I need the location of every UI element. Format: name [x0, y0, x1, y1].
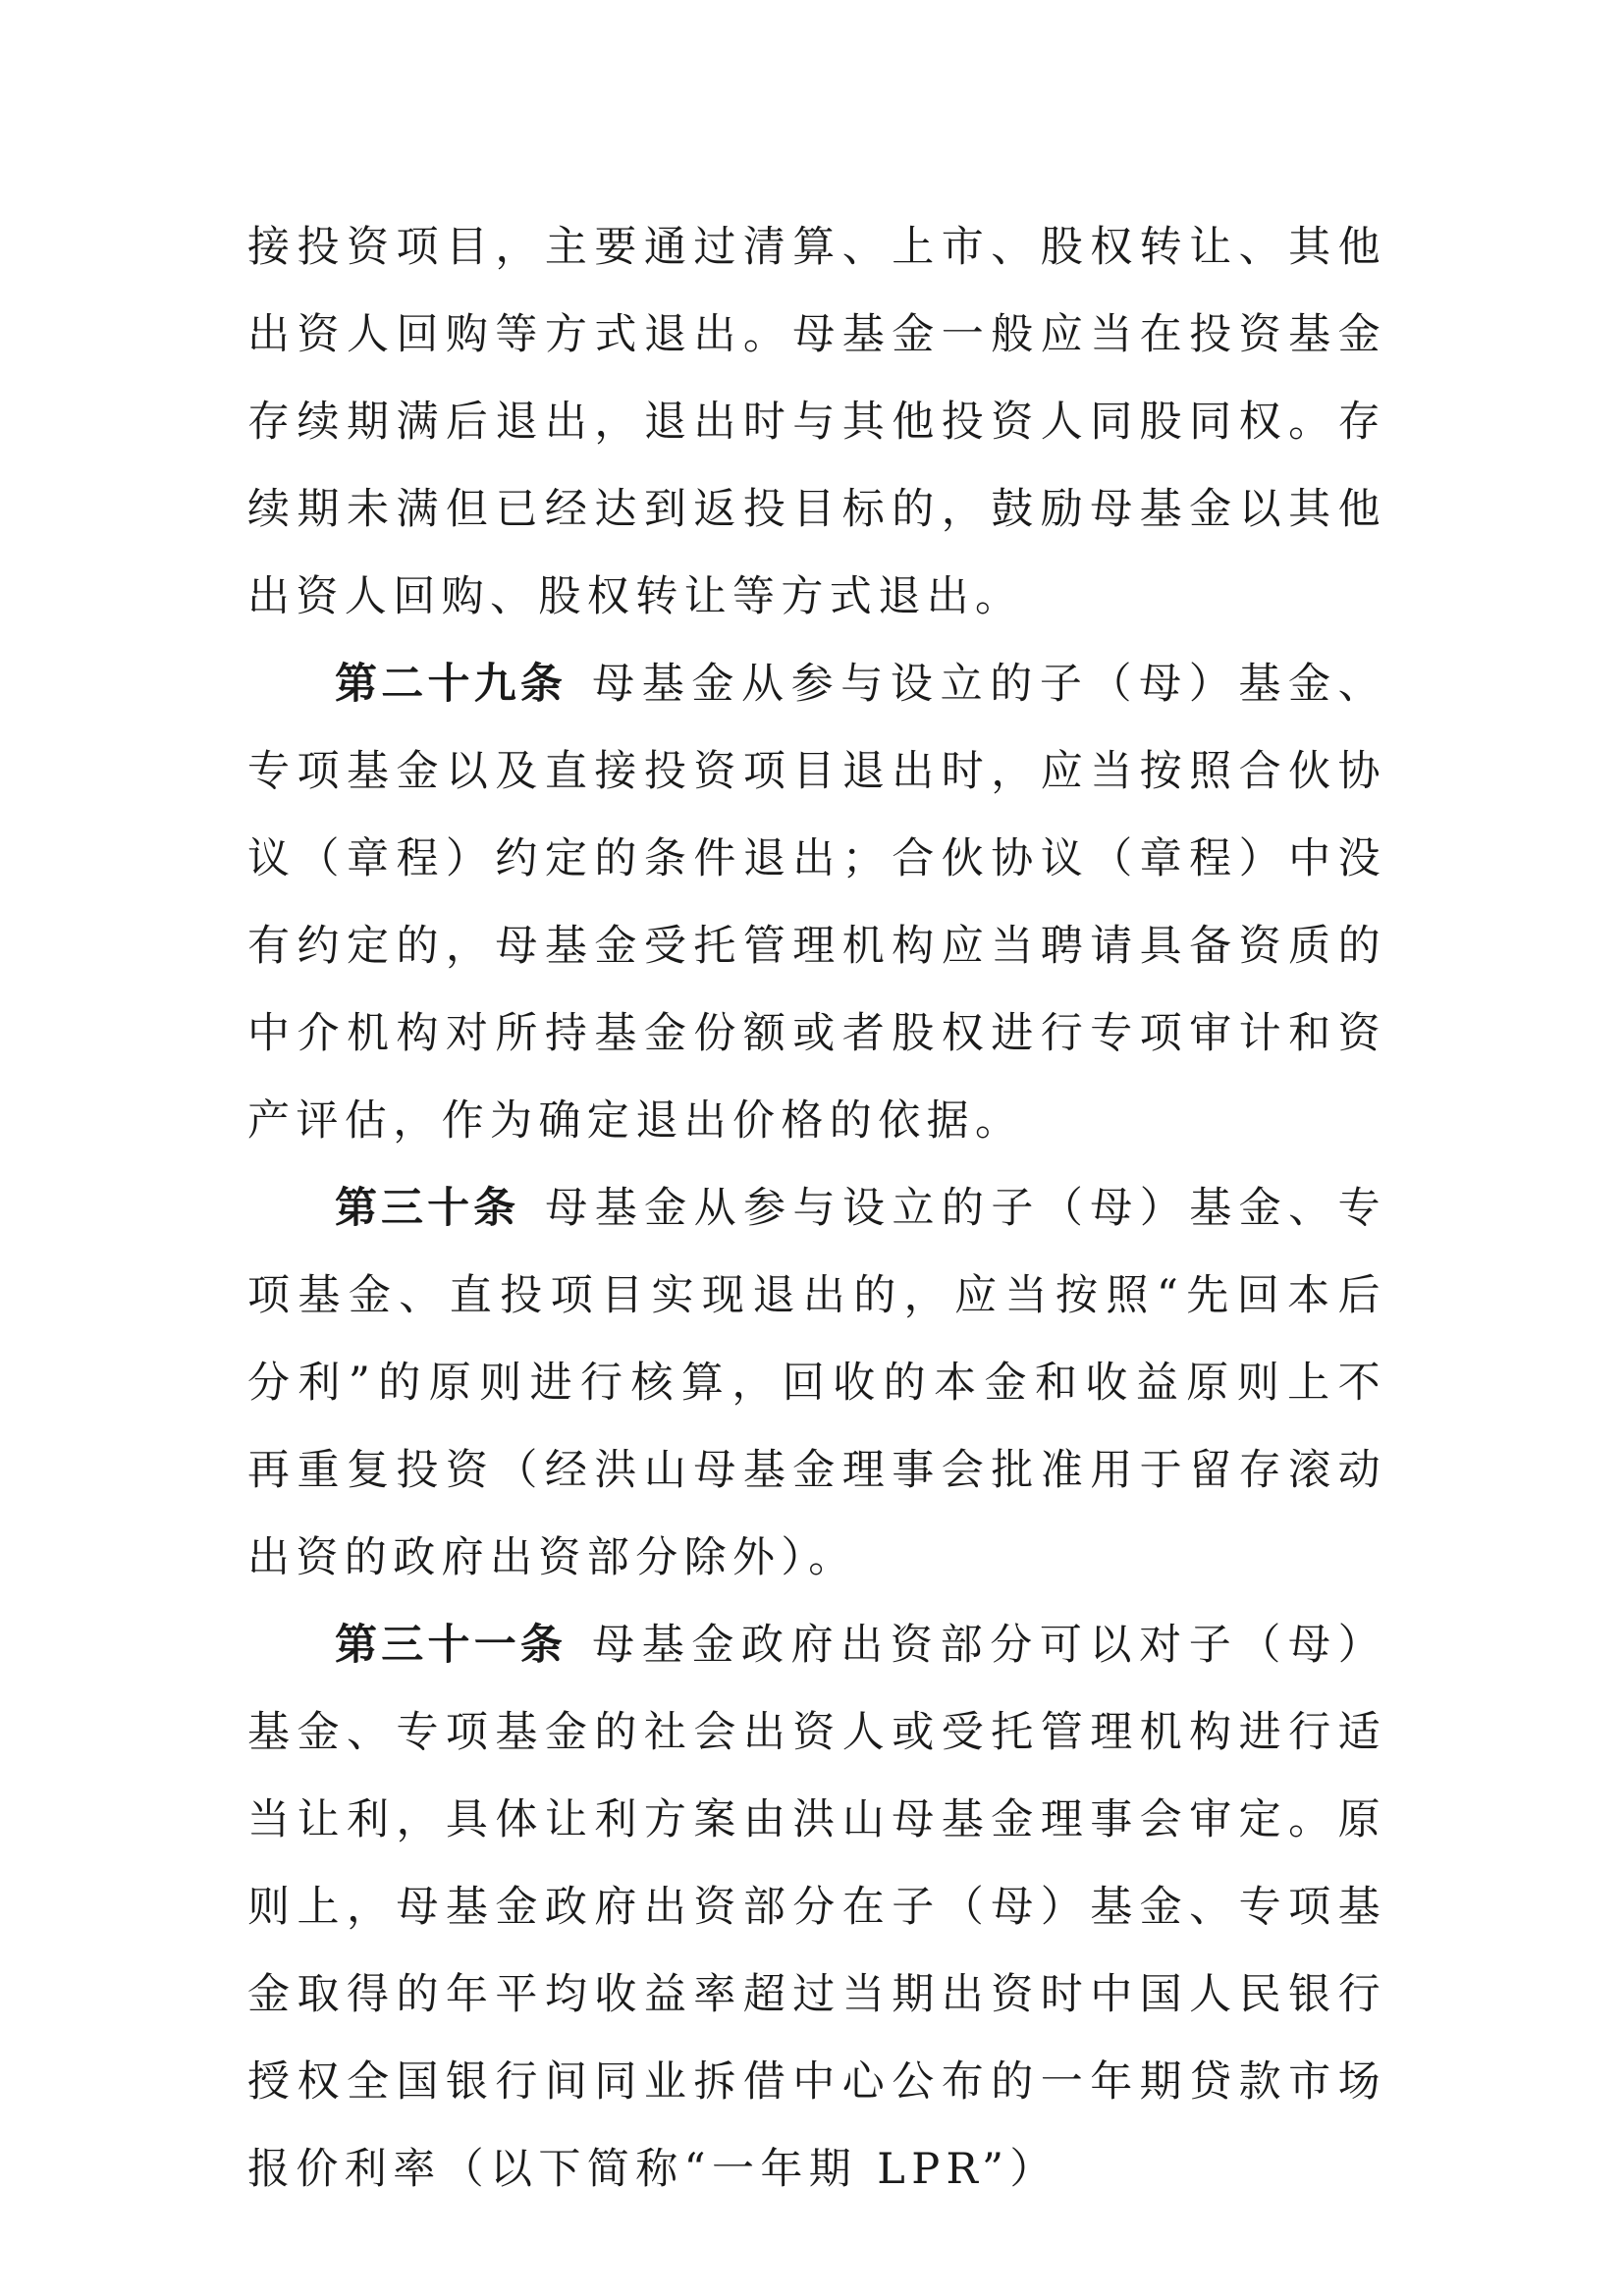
article-text: 母基金政府出资部分可以对子（母）基金、专项基金的社会出资人或受托管理机构进行适当让利，具体让利方案由洪山母基金理事会审定。原则上，母基金政府出资部分在子（母）基金、专项基金取得的年平均收益率超过当期出资时中国人民银行授权全国银行间同业拆借中心公布的一年期贷款市场报价利率（以下简称“一年期 LPR”） — [247, 1621, 1387, 2194]
article-30 — [247, 1165, 1386, 1602]
article-31 — [247, 1602, 1386, 2214]
article-29 — [247, 641, 1386, 1165]
article-text: 母基金从参与设立的子（母）基金、专项基金以及直接投资项目退出时，应当按照合伙协议（章程）约定的条件退出；合伙协议（章程）中没有约定的，母基金受托管理机构应当聘请具备资质的中介机构对所持基金份额或者股权进行专项审计和资产评估，作为确定退出价格的依据。 — [247, 660, 1387, 1146]
document-page — [247, 204, 1386, 2214]
article-label: 第三十条 — [335, 1184, 520, 1233]
paragraph-text: 接投资项目，主要通过清算、上市、股权转让、其他出资人回购等方式退出。母基金一般应当在投资基金存续期满后退出，退出时与其他投资人同股同权。存续期未满但已经达到返投目标的，鼓励母基金以其他出资人回购、股权转让等方式退出。 — [247, 223, 1386, 621]
article-label: 第二十九条 — [335, 660, 568, 709]
paragraph-continuation — [247, 204, 1386, 641]
article-label: 第三十一条 — [335, 1621, 568, 1670]
article-text: 母基金从参与设立的子（母）基金、专项基金、直投项目实现退出的，应当按照“先回本后分利”的原则进行核算，回收的本金和收益原则上不再重复投资（经洪山母基金理事会批准用于留存滚动出资的政府出资部分除外）。 — [247, 1184, 1386, 1582]
